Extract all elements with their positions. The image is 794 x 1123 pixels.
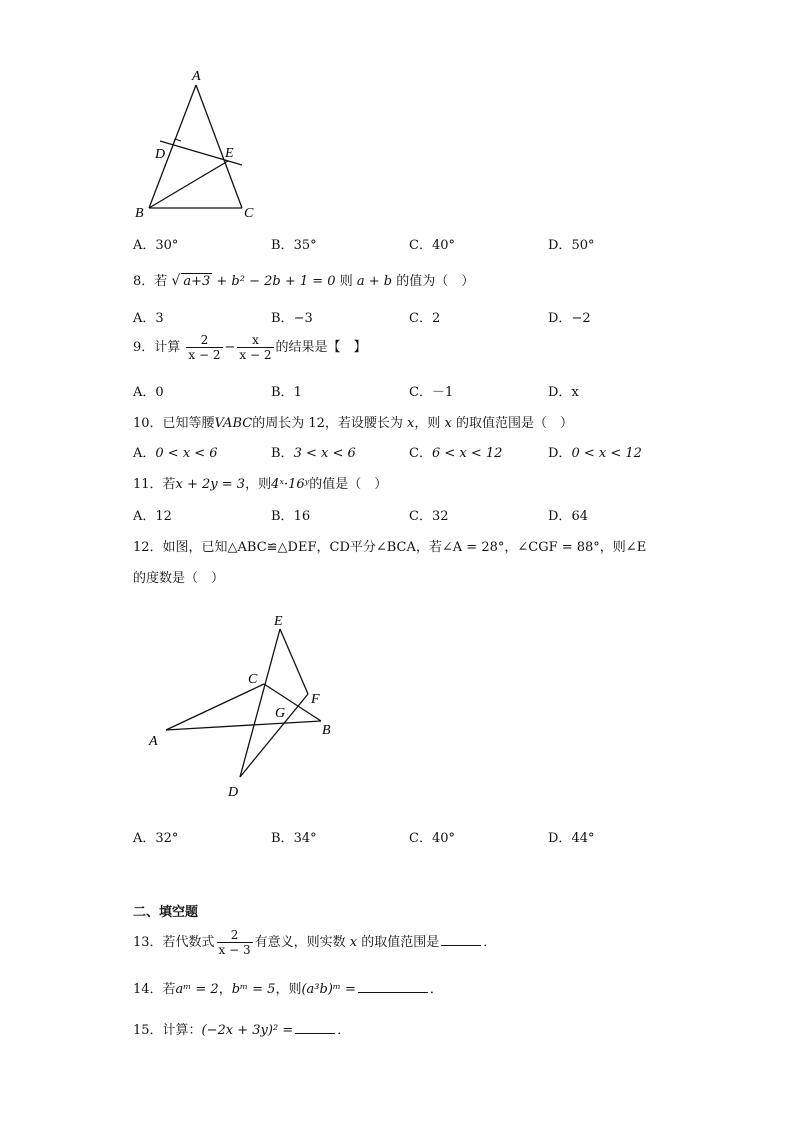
q7-option-d[interactable]: D．50° (548, 238, 595, 253)
q9-fraction-2: $\frac{x}{x - 2}$ (239, 333, 272, 362)
q11-option-d[interactable]: D．64 (548, 509, 588, 524)
q12-option-d[interactable]: D．44° (548, 831, 595, 846)
q7-option-a[interactable]: A．30° (133, 238, 179, 253)
q10-stem: 10．已知等腰VABC的周长为 12，若设腰长为 x，则 x 的取值范围是（ ） (133, 416, 574, 431)
q11-stem: 11．若x + 2y = 3，则4ˣ·16ʸ的值是（ ） (133, 477, 388, 492)
fig2-label-e: E (274, 614, 283, 629)
fig2-label-b: B (322, 723, 331, 738)
q8-option-d[interactable]: D．−2 (548, 311, 591, 326)
fig2-label-c: C (248, 672, 258, 687)
q12-stem-line1: 12．如图，已知△ABC≌△DEF，CD平分∠BCA，若∠A = 28°，∠CGF = 88°，则∠E (133, 540, 647, 555)
q15-answer-blank[interactable] (295, 1032, 335, 1034)
figure-triangle-abc (130, 65, 270, 225)
fig1-label-c: C (244, 206, 254, 221)
fig2-label-d: D (228, 785, 239, 800)
q12-option-c[interactable]: C．40° (409, 831, 455, 846)
fig1-label-e: E (225, 146, 234, 161)
q7-option-b[interactable]: B．35° (271, 238, 317, 253)
q10-option-d[interactable]: D．0 < x < 12 (548, 446, 642, 461)
q12-stem-line2: 的度数是（ ） (133, 571, 225, 586)
q14-answer-blank[interactable] (358, 991, 428, 993)
q10-option-a[interactable]: A．0 < x < 6 (133, 446, 218, 461)
q11-option-a[interactable]: A．12 (133, 509, 172, 524)
fig2-label-f: F (311, 692, 320, 707)
q13-fraction: $\frac{2}{x - 3}$ (218, 928, 251, 957)
sqrt-icon: √ (171, 273, 181, 289)
q9-option-c[interactable]: C．－1 (409, 385, 454, 400)
q13-stem: 13．若代数式 $\frac{2}{x - 3}$ 有意义，则实数 x 的取值范围是 ． (133, 928, 497, 957)
q7-option-c[interactable]: C．40° (409, 238, 455, 253)
figure-congruent-triangles (140, 605, 350, 805)
fig2-label-a: A (149, 734, 158, 749)
q9-stem: 9．计算 $\frac{2}{x - 2}$ − $\frac{x}{x - 2}$ 的结果是【 】 (133, 333, 367, 362)
q8-option-a[interactable]: A．3 (133, 311, 164, 326)
q11-option-b[interactable]: B．16 (271, 509, 311, 524)
q9-option-b[interactable]: B．1 (271, 385, 302, 400)
q10-option-c[interactable]: C．6 < x < 12 (409, 446, 503, 461)
q9-option-a[interactable]: A．0 (133, 385, 164, 400)
fig2-label-g: G (275, 706, 286, 721)
fig1-label-d: D (155, 147, 166, 162)
q9-fraction-1: $\frac{2}{x - 2}$ (188, 333, 221, 362)
q9-option-d[interactable]: D．x (548, 385, 579, 400)
q14-stem: 14．若aᵐ = 2，bᵐ = 5，则(a³b)ᵐ = ． (133, 982, 443, 997)
q11-option-c[interactable]: C．32 (409, 509, 449, 524)
q10-option-b[interactable]: B．3 < x < 6 (271, 446, 356, 461)
q15-stem: 15．计算：(−2x + 3y)² = ． (133, 1023, 351, 1038)
fig1-label-b: B (135, 206, 144, 221)
q8-option-c[interactable]: C．2 (409, 311, 441, 326)
q12-option-a[interactable]: A．32° (133, 831, 179, 846)
q8-stem: 8．若 √ a+3 + b² − 2b + 1 = 0 则 a + b 的值为（ ） (133, 273, 475, 289)
q13-answer-blank[interactable] (441, 944, 481, 946)
section-title-fill-blank: 二、填空题 (133, 905, 199, 920)
fig1-label-a: A (192, 69, 201, 84)
q12-option-b[interactable]: B．34° (271, 831, 317, 846)
q8-option-b[interactable]: B．−3 (271, 311, 313, 326)
